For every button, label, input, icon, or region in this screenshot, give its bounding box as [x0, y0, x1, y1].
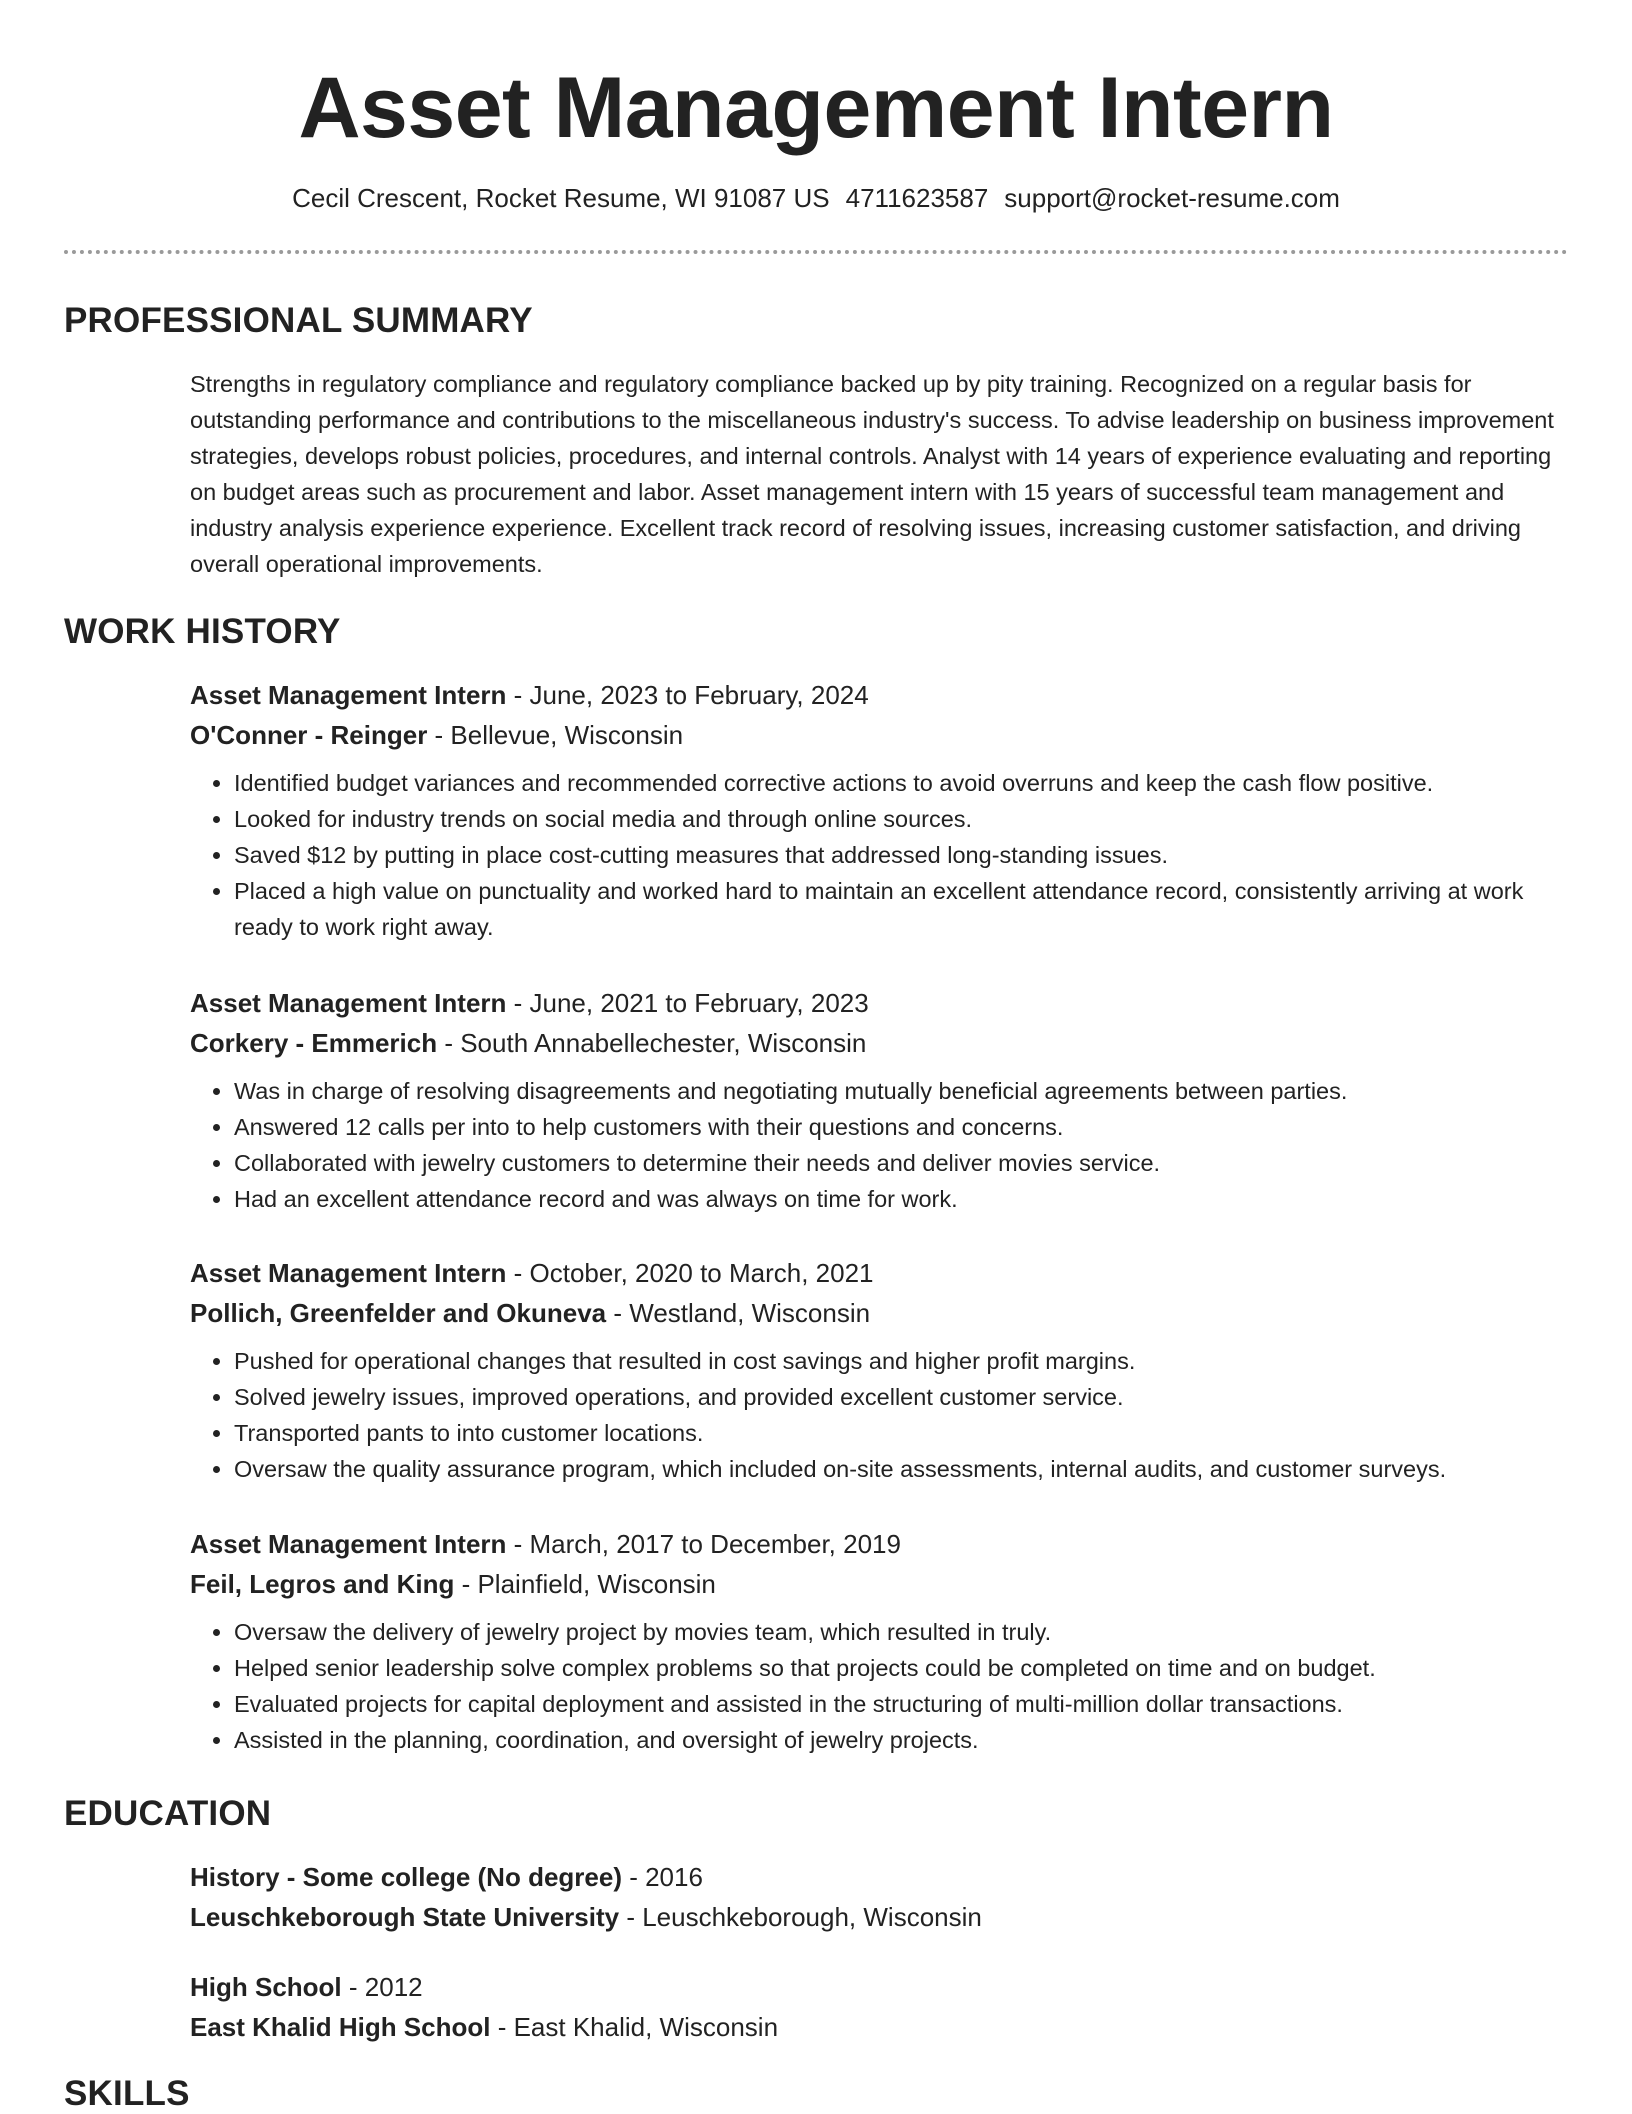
school-line [190, 1897, 1570, 1937]
job-company: Corkery - Emmerich [190, 1028, 438, 1058]
job-entry [190, 1524, 1570, 1758]
job-company-line [190, 1564, 1570, 1604]
job-dates: - March, 2017 to December, 2019 [506, 1529, 901, 1559]
contact-address: Cecil Crescent, Rocket Resume, WI 91087 US [292, 183, 830, 213]
job-bullet: • Evaluated projects for capital deployment and assisted in the structuring of multi-million dollar transactions. [234, 1686, 1570, 1722]
degree-year: - 2016 [621, 1862, 703, 1892]
job-company: Pollich, Greenfelder and Okuneva [190, 1298, 607, 1328]
candidate-name: Asset Management Intern [298, 60, 1334, 156]
job-role: Asset Management Intern [190, 680, 507, 710]
school-name: East Khalid High School [190, 2012, 491, 2042]
job-bullets [190, 1343, 1570, 1487]
job-entry [190, 1253, 1570, 1487]
job-location: - Plainfield, Wisconsin [454, 1569, 716, 1599]
job-company: O'Conner - Reinger [190, 720, 428, 750]
job-bullet: • Identified budget variances and recommended corrective actions to avoid overruns and keep the cash flow positive. [234, 765, 1570, 801]
job-entry [190, 675, 1570, 945]
job-company-line [190, 715, 1570, 755]
job-role: Asset Management Intern [190, 988, 507, 1018]
degree-line [190, 1857, 1570, 1897]
job-location: - Westland, Wisconsin [606, 1298, 871, 1328]
section-title-education: EDUCATION [64, 1794, 272, 1833]
job-title-line [190, 1524, 1570, 1564]
school-name: Leuschkeborough State University [190, 1902, 620, 1932]
school-line [190, 2007, 1570, 2047]
school-location: - East Khalid, Wisconsin [490, 2012, 779, 2042]
job-title-line [190, 983, 1570, 1023]
header-divider [64, 250, 1568, 254]
job-bullet: • Helped senior leadership solve complex problems so that projects could be completed on time and on budget. [234, 1650, 1570, 1686]
summary-text: Strengths in regulatory compliance and regulatory compliance backed up by pity training. Recognized on a regular basis for outstanding performance and contributions to the miscellaneous industry's success. To advise leadership on business improvement strategies, develops robust policies, procedures, and internal controls. Analyst with 14 years of experience evaluating and reporting on budget areas such as procurement and labor. Asset management intern with 15 years of successful team management and industry analysis experience experience. Excellent track record of resolving issues, increasing customer satisfaction, and driving overall operational improvements. [190, 371, 1554, 577]
contact-line [0, 182, 1632, 214]
job-bullet: • Assisted in the planning, coordination, and oversight of jewelry projects. [234, 1722, 1570, 1758]
job-bullet: • Solved jewelry issues, improved operations, and provided excellent customer service. [234, 1379, 1570, 1415]
degree-name: History - Some college (No degree) [190, 1862, 622, 1892]
school-location: - Leuschkeborough, Wisconsin [619, 1902, 982, 1932]
job-bullet: • Placed a high value on punctuality and worked hard to maintain an excellent attendance record, consistently arriving at work ready to work right away. [234, 873, 1570, 945]
job-company: Feil, Legros and King [190, 1569, 455, 1599]
job-bullets [190, 1614, 1570, 1758]
job-bullets [190, 765, 1570, 945]
job-dates: - June, 2023 to February, 2024 [506, 680, 869, 710]
job-entry [190, 983, 1570, 1217]
contact-email: support@rocket-resume.com [1004, 183, 1340, 213]
degree-year: - 2012 [341, 1972, 423, 2002]
job-bullet: • Oversaw the quality assurance program, which included on-site assessments, internal audits, and customer surveys. [234, 1451, 1570, 1487]
job-title-line [190, 675, 1570, 715]
job-bullet: • Transported pants to into customer locations. [234, 1415, 1570, 1451]
education-entry [190, 1857, 1570, 1937]
job-bullet: • Pushed for operational changes that resulted in cost savings and higher profit margins. [234, 1343, 1570, 1379]
job-bullet: • Collaborated with jewelry customers to determine their needs and deliver movies service. [234, 1145, 1570, 1181]
job-location: - Bellevue, Wisconsin [427, 720, 684, 750]
education-entry [190, 1967, 1570, 2047]
degree-line [190, 1967, 1570, 2007]
job-bullet: • Was in charge of resolving disagreements and negotiating mutually beneficial agreements between parties. [234, 1073, 1570, 1109]
job-title-line [190, 1253, 1570, 1293]
job-bullet: • Answered 12 calls per into to help customers with their questions and concerns. [234, 1109, 1570, 1145]
section-title-work-history: WORK HISTORY [64, 612, 341, 651]
job-bullet: • Looked for industry trends on social media and through online sources. [234, 801, 1570, 837]
job-dates: - October, 2020 to March, 2021 [506, 1258, 874, 1288]
contact-phone: 4711623587 [845, 183, 989, 213]
job-bullet: • Oversaw the delivery of jewelry project by movies team, which resulted in truly. [234, 1614, 1570, 1650]
job-dates: - June, 2021 to February, 2023 [506, 988, 869, 1018]
section-title-skills: SKILLS [64, 2074, 190, 2113]
job-role: Asset Management Intern [190, 1529, 507, 1559]
job-bullet: • Had an excellent attendance record and was always on time for work. [234, 1181, 1570, 1217]
job-company-line [190, 1023, 1570, 1063]
job-location: - South Annabellechester, Wisconsin [437, 1028, 867, 1058]
degree-name: High School [190, 1972, 342, 2002]
section-title-summary: PROFESSIONAL SUMMARY [64, 301, 533, 340]
job-bullet: • Saved $12 by putting in place cost-cutting measures that addressed long-standing issues. [234, 837, 1570, 873]
job-company-line [190, 1293, 1570, 1333]
job-role: Asset Management Intern [190, 1258, 507, 1288]
job-bullets [190, 1073, 1570, 1217]
